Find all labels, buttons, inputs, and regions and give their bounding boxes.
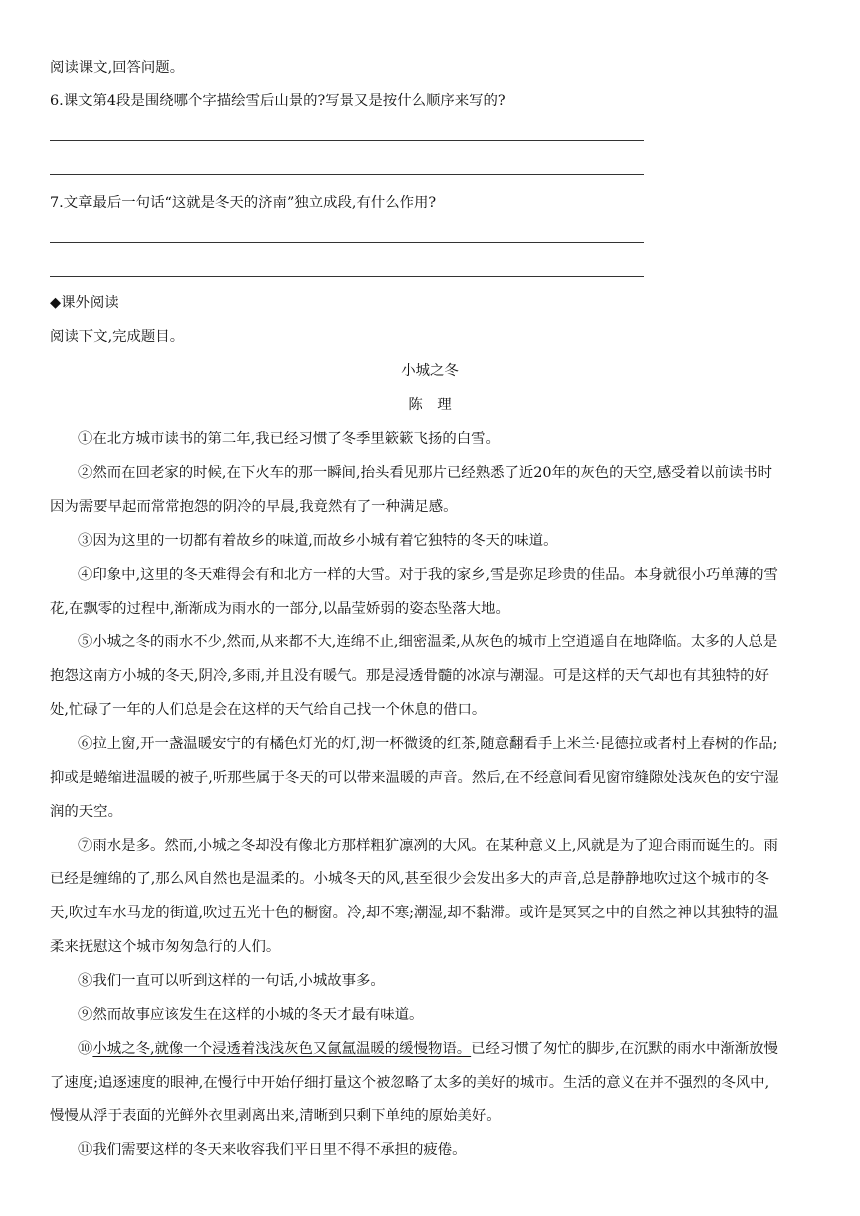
paragraph-7-line: 柔来抚慰这个城市匆匆急行的人们。 — [50, 939, 281, 955]
paragraph-11: ⑪我们需要这样的冬天来收容我们平日里不得不承担的疲倦。 — [78, 1142, 467, 1158]
paragraph-2-line: 因为需要早起而常常抱怨的阴冷的早晨,我竟然有了一种满足感。 — [50, 499, 458, 515]
paragraph-10-rest: 已经习惯了匆忙的脚步,在沉默的雨水中渐渐放慢 — [471, 1041, 778, 1057]
answer-line[interactable] — [50, 174, 644, 175]
underlined-sentence: 小城之冬,就像一个浸透着浅浅灰色又氤氲温暖的缓慢物语。 — [92, 1041, 472, 1057]
paragraph-4-line: ④印象中,这里的冬天难得会有和北方一样的大雪。对于我的家乡,雪是弥足珍贵的佳品。本身就很小巧单薄的雪 — [78, 567, 778, 583]
article-title: 小城之冬 — [401, 363, 459, 379]
answer-line[interactable] — [50, 276, 644, 277]
paragraph-10-line: 了速度;追逐速度的眼神,在慢行中开始仔细打量这个被忽略了太多的美好的城市。生活的意义在并不强烈的冬风中, — [50, 1075, 770, 1091]
paragraph-1: ①在北方城市读书的第二年,我已经习惯了冬季里簌簌飞扬的白雪。 — [78, 431, 500, 447]
instruction-text: 阅读课文,回答问题。 — [50, 60, 185, 76]
paragraph-5-line: 抱怨这南方小城的冬天,阴冷,多雨,并且没有暖气。那是浸透骨髓的冰凉与潮湿。可是这样的天气却也有其独特的好 — [50, 668, 769, 684]
article-author: 陈 理 — [408, 397, 452, 413]
paragraph-2-line: ②然而在回老家的时候,在下火车的那一瞬间,抬头看见那片已经熟悉了近20年的灰色的天空,感受着以前读书时 — [78, 465, 773, 481]
question-7: 7.文章最后一句话“这就是冬天的济南”独立成段,有什么作用? — [50, 195, 437, 211]
paragraph-6-line: ⑥拉上窗,开一盏温暖安宁的有橘色灯光的灯,沏一杯微烫的红茶,随意翻看手上米兰·昆德拉或者村上春树的作品; — [78, 736, 778, 752]
paragraph-8: ⑧我们一直可以听到这样的一句话,小城故事多。 — [78, 973, 385, 989]
paragraph-10-line — [78, 1039, 820, 1059]
paragraph-4-line: 花,在飘零的过程中,渐渐成为雨水的一部分,以晶莹娇弱的姿态坠落大地。 — [50, 601, 510, 617]
paragraph-7-line: 天,吹过车水马龙的街道,吹过五光十色的橱窗。冷,却不寒;潮湿,却不黏滞。或许是冥冥之中的自然之神以其独特的温 — [50, 905, 779, 921]
paragraph-5-line: ⑤小城之冬的雨水不少,然而,从来都不大,连绵不止,细密温柔,从灰色的城市上空逍遥自在地降临。太多的人总是 — [78, 634, 778, 650]
paragraph-7-line: 已经是缠绵的了,那么风自然也是温柔的。小城冬天的风,甚至很少会发出多大的声音,总是静静地吹过这个城市的冬 — [50, 871, 769, 887]
question-6: 6.课文第4段是围绕哪个字描绘雪后山景的?写景又是按什么顺序来写的? — [50, 93, 506, 109]
paragraph-3: ③因为这里的一切都有着故乡的味道,而故乡小城有着它独特的冬天的味道。 — [78, 533, 558, 549]
paragraph-5-line: 处,忙碌了一年的人们总是会在这样的天气给自己找一个休息的借口。 — [50, 702, 487, 718]
paragraph-10-line: 慢慢从浮于表面的光鲜外衣里剥离出来,清晰到只剩下单纯的原始美好。 — [50, 1108, 501, 1124]
answer-line[interactable] — [50, 140, 644, 141]
paragraph-9: ⑨然而故事应该发生在这样的小城的冬天才最有味道。 — [78, 1007, 424, 1023]
paragraph-6-line: 抑或是蜷缩进温暖的被子,听那些属于冬天的可以带来温暖的声音。然后,在不经意间看见窗帘缝隙处浅灰色的安宁湿 — [50, 770, 779, 786]
section-heading: ◆课外阅读 — [50, 295, 119, 311]
answer-line[interactable] — [50, 242, 644, 243]
section-instruction: 阅读下文,完成题目。 — [50, 329, 185, 345]
paragraph-6-line: 润的天空。 — [50, 804, 122, 820]
paragraph-10-number: ⑩ — [78, 1041, 93, 1057]
paragraph-7-line: ⑦雨水是多。然而,小城之冬却没有像北方那样粗犷凛冽的大风。在某种意义上,风就是为了迎合雨而诞生的。雨 — [78, 838, 778, 854]
